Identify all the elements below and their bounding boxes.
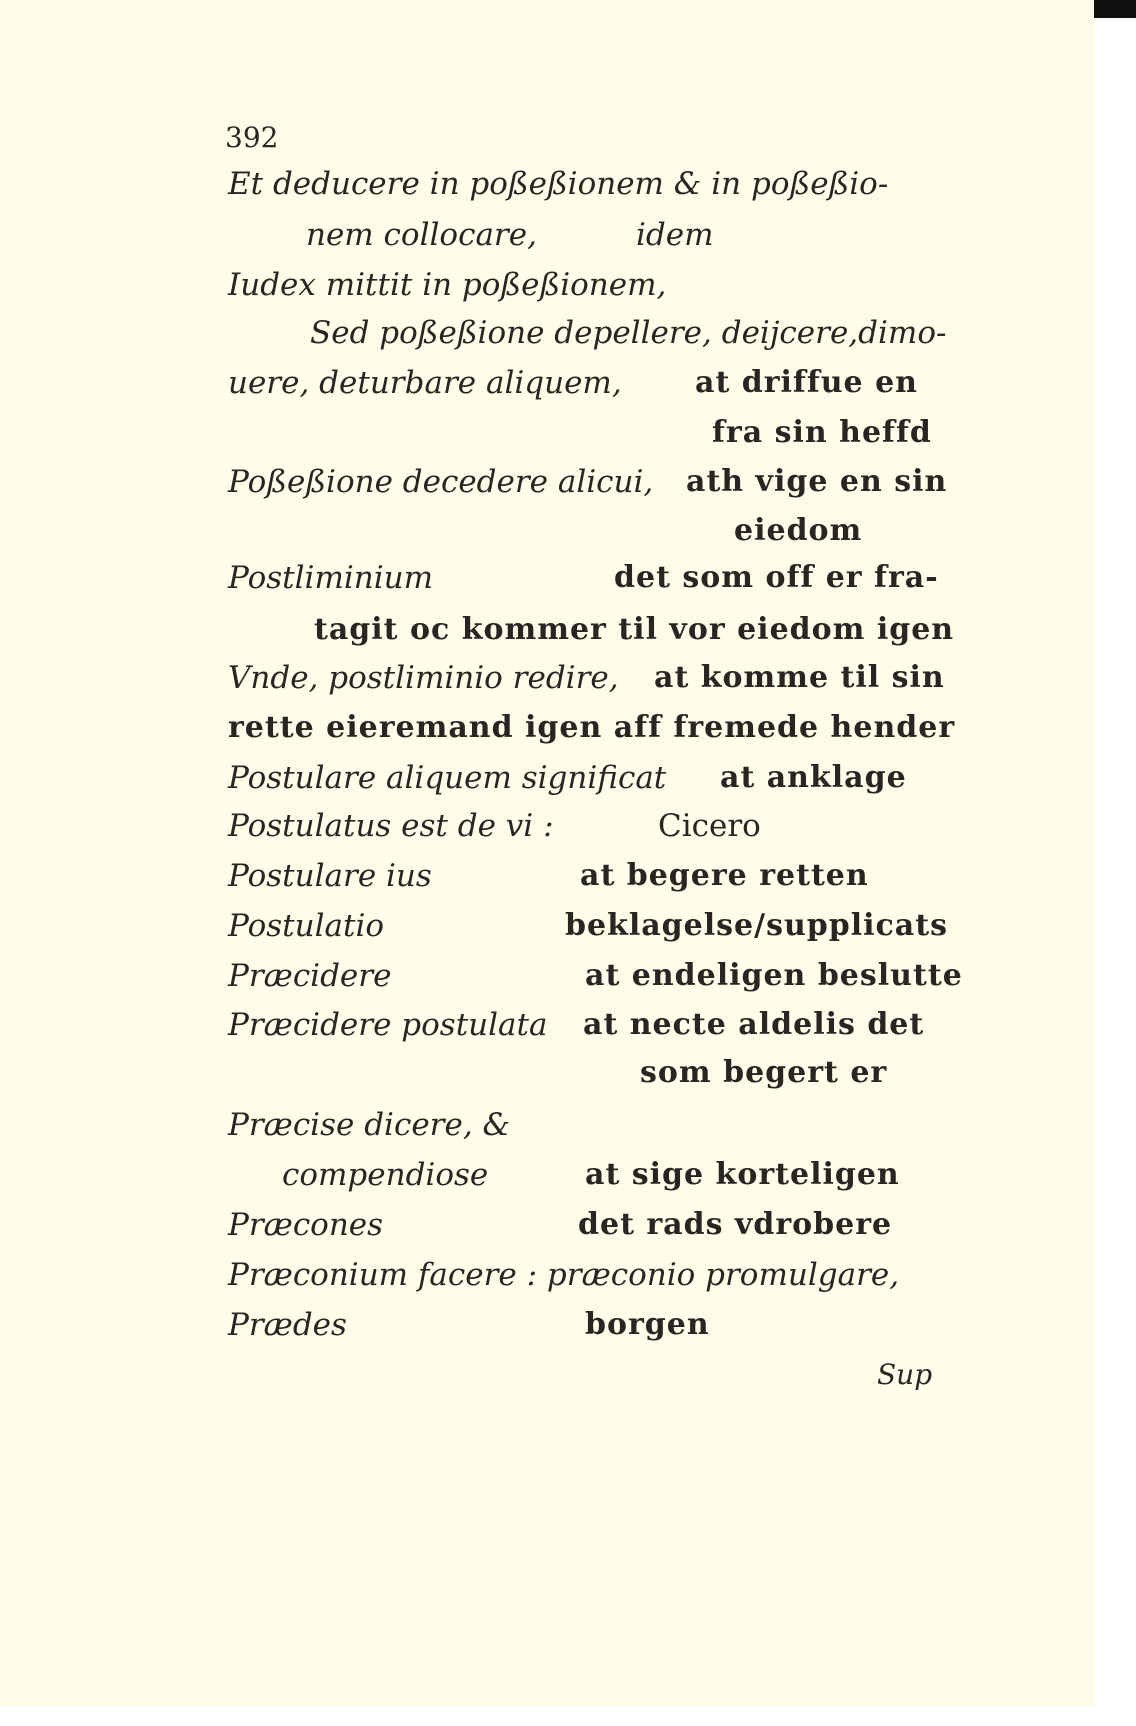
text-line: Præconium facere : præconio promulgare, (228, 1257, 900, 1293)
text-line: Postulatio (228, 908, 385, 944)
text-line: det rads vdrobere (578, 1207, 893, 1242)
text-line: eiedom (734, 513, 863, 548)
scan-corner-mark (1094, 0, 1136, 18)
text-line: Postliminium (228, 560, 434, 596)
text-line: Præcise dicere, & (228, 1107, 511, 1143)
text-line: beklagelse/supplicats (565, 908, 948, 943)
text-line: at endeligen beslutte (585, 958, 963, 993)
text-line: Et deducere in poßeßionem & in poßeßio- (228, 166, 889, 202)
text-line: Præcidere (228, 958, 392, 994)
page-number: 392 (225, 121, 279, 154)
text-line: compendiose (282, 1157, 489, 1193)
text-line: at anklage (720, 760, 907, 795)
text-line: Postulare aliquem significat (228, 760, 667, 796)
catchword: Sup (877, 1358, 933, 1391)
text-line: rette eieremand igen aff fremede hender (228, 710, 956, 745)
text-line: som begert er (640, 1055, 888, 1090)
text-line: Prædes (228, 1307, 347, 1343)
text-line: borgen (585, 1307, 710, 1342)
text-line: Sed poßeßione depellere, deijcere,dimo- (310, 315, 947, 351)
text-line: Postulatus est de vi : (228, 808, 554, 844)
text-line: nem collocare, (306, 217, 537, 253)
text-line: det som off er fra- (614, 560, 939, 595)
text-line: Cicero (658, 808, 761, 844)
text-line: Præcones (228, 1207, 384, 1243)
text-line: ath vige en sin (686, 464, 948, 499)
text-line: at begere retten (580, 858, 869, 893)
text-line: fra sin heffd (712, 415, 932, 450)
text-line: at komme til sin (654, 660, 945, 695)
text-line: at driffue en (695, 365, 918, 400)
text-line: uere, deturbare aliquem, (228, 365, 622, 401)
text-line: at necte aldelis det (583, 1007, 925, 1042)
scan-margin-right (1094, 0, 1136, 1726)
text-line: Poßeßione decedere alicui, (228, 464, 654, 500)
text-line: idem (636, 217, 714, 253)
text-line: Iudex mittit in poßeßionem, (228, 267, 667, 303)
text-line: Præcidere postulata (228, 1007, 548, 1043)
scan-margin-bottom (0, 1706, 1094, 1726)
text-line: Postulare ius (228, 858, 432, 894)
text-line: tagit oc kommer til vor eiedom igen (314, 612, 955, 647)
text-line: Vnde, postliminio redire, (228, 660, 619, 696)
text-line: at sige korteligen (585, 1157, 900, 1192)
